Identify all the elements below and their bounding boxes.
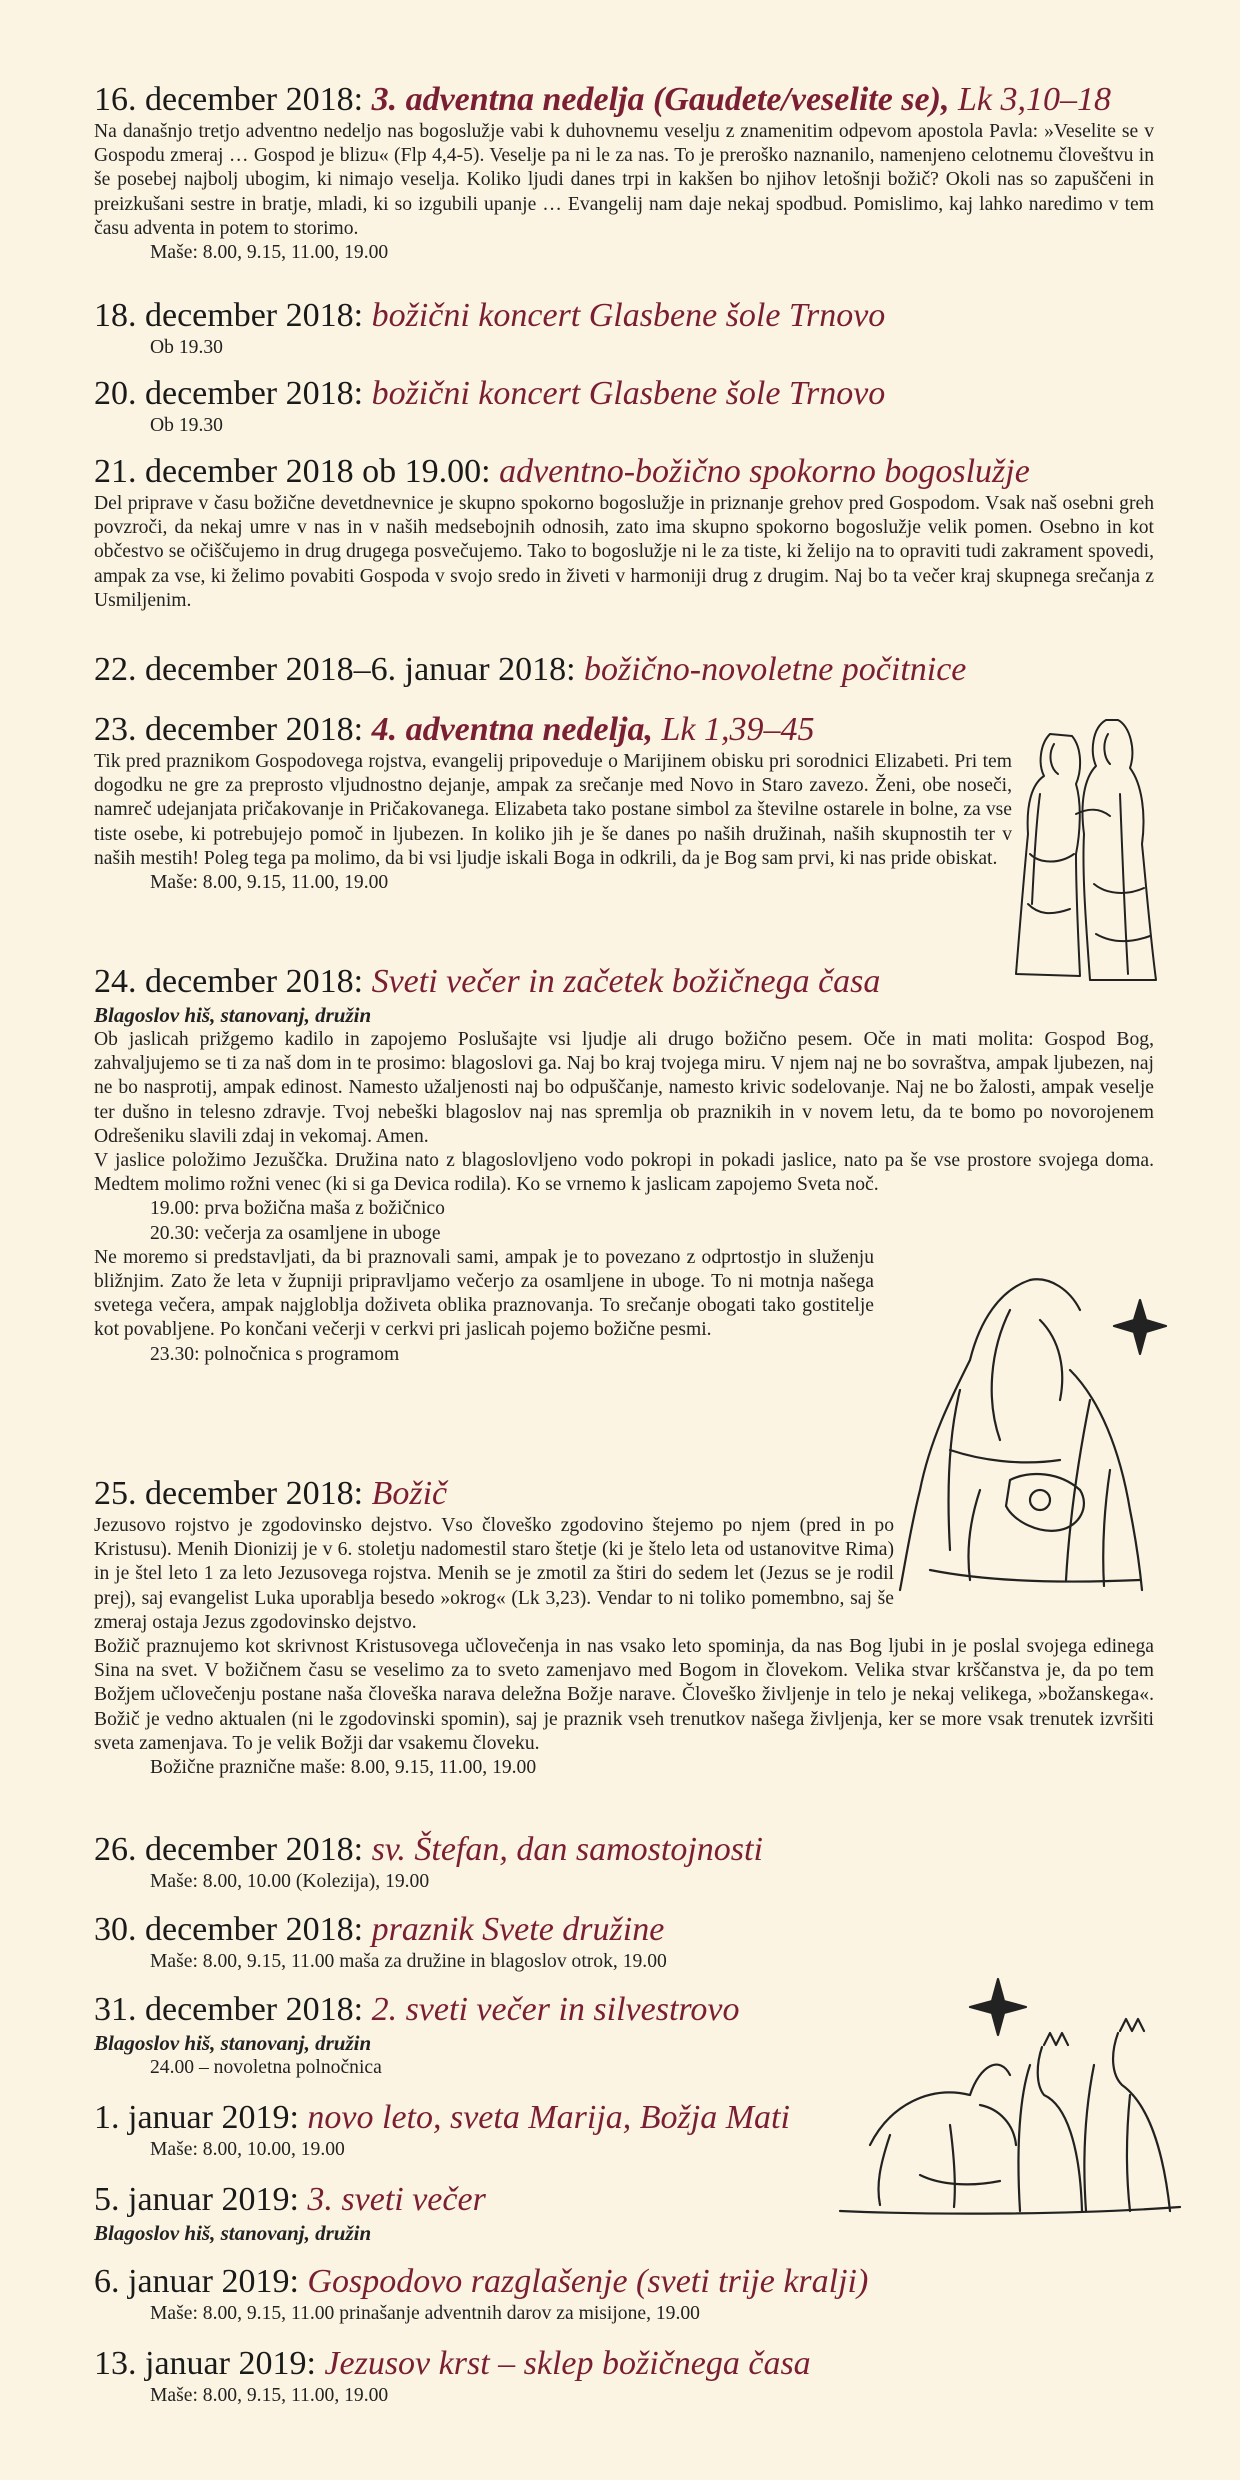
entry-heading — [94, 2262, 1154, 2302]
three-kings-illustration — [830, 1975, 1190, 2215]
entry-heading — [94, 452, 1154, 492]
entry-text: Božič praznujemo kot skrivnost Kristusovega učlovečenja in nas vsako leto spominja, da nas Bog ljubi in je poslal svojega edinega Sina na svet. V božičnem času se veselimo za to sveto zamenjavo med Bogom in človekom. Velika stvar krščanstva je, da po tem Božjem učlovečenju postane naša človeška narava deležna Božje narave. Človeško življenje in telo je nekaj velikega, »božanskega«. Božič je vedno aktualen (ni le zgodovinski spomin), saj je praznik vseh trenutkov našega življenja, ker se more vsak trenutek izvršiti sveta zamenjava. To je velik Božji dar vsakemu človeku. — [94, 1636, 1154, 1754]
entry-dec-25 — [94, 1474, 1154, 1780]
entry-date: 23. december 2018: — [94, 711, 364, 748]
entry-date: 6. januar 2019: — [94, 2263, 299, 2300]
entry-dec-23 — [94, 710, 1154, 895]
entry-dec-21 — [94, 452, 1154, 613]
entry-text: Jezusovo rojstvo je zgodovinsko dejstvo. Vso človeško zgodovino štejemo po njem (pred in po Kristusu). Menih Dionizij je v 6. stoletju nadomestil staro štetje (ki je štelo leta od ustanovitve Rima) in je štel leto 1 za leto Jezusovega rojstva. Menih se je zmotil za štiri do sedem let (Jezus se je rodil prej), saj evangelist Luka uporablja besedo »okrog« (Lk 3,23). Vendar to ni toliko pomembno, saj še zmeraj ostaja Jezus zgodovinsko dejstvo. — [94, 1515, 894, 1633]
event-time: 20.30: večerja za osamljene in uboge — [150, 1222, 441, 1244]
entry-jan-5 — [94, 2180, 1154, 2246]
mass-times: Maše: 8.00, 9.15, 11.00, 19.00 — [150, 242, 389, 264]
entry-dec-20 — [94, 374, 1154, 438]
entry-heading — [94, 374, 1154, 414]
entry-title: novo leto, sveta Marija, Božja Mati — [307, 2099, 790, 2136]
entry-title: 3. sveti večer — [307, 2181, 486, 2218]
mass-times: Maše: 8.00, 9.15, 11.00 maša za družine in blagoslov otrok, 19.00 — [150, 1951, 667, 1972]
entry-reference: Lk 1,39–45 — [661, 711, 815, 748]
entry-text: Ob jaslicah prižgemo kadilo in zapojemo Poslušajte vsi ljudje ali drugo božično pesem. Oče in mati molita: Gospod Bog, zahvaljujemo se ti za naš dom in te prosimo: blagoslovi ga. Naj bo kraj tvojega miru. V njem naj ne bo sovraštva, ampak ljubezen, naj ne bo nasprotij, ampak edinost. Namesto užaljenosti naj bo odpuščanje, namesto krivic sodelovanje. Naj ne bo žalosti, ampak veselje ter dušno in telesno zdravje. Tvoj nebeški blagoslov naj nas spremlja ob praznikih in v novem letu, da te bomo po novorojenem Odrešeniku slavili zdaj in vekomaj. Amen. — [94, 1029, 1154, 1147]
entry-date: 1. januar 2019: — [94, 2099, 299, 2136]
entry-text: Tik pred praznikom Gospodovega rojstva, evangelij pripoveduje o Marijinem obisku pri sorodnici Elizabeti. Pri tem dogodku ne gre za preprosto vljudnostno dejanje, ampak za srečanje med Novo in Staro zavezo. Ženi, obe noseči, namreč udejanjata pričakovanje in Pričakovanega. Elizabeta tako postane simbol za številne ostarele in bolne, za vse tiste osebe, ki potrebujejo pomoč in ljubezen. In koliko jih je še danes po naših družinah, naših skupnostih ter v naših mestih! Poleg tega pa molimo, da bi vsi ljudje iskali Boga in odkrili, da je Bog sam prvi, ki nas pride obiskat. — [94, 751, 1012, 869]
mass-times: Maše: 8.00, 9.15, 11.00 prinašanje adventnih darov za misijone, 19.00 — [150, 2303, 700, 2324]
event-time: 23.30: polnočnica s programom — [150, 1343, 400, 1365]
entry-title: 3. adventna nedelja (Gaudete/veselite se), — [371, 81, 950, 118]
entry-date: 21. december 2018 ob 19.00: — [94, 453, 491, 490]
entry-title: Jezusov krst – sklep božičnega časa — [324, 2345, 811, 2382]
entry-title: praznik Svete družine — [371, 1911, 665, 1948]
entry-jan-6 — [94, 2262, 1154, 2326]
entry-heading — [94, 1830, 1154, 1870]
mass-times: Maše: 8.00, 10.00 (Kolezija), 19.00 — [150, 1871, 430, 1892]
entry-heading — [94, 2098, 1154, 2138]
entry-jan-13 — [94, 2344, 1154, 2408]
event-time: 24.00 – novoletna polnočnica — [150, 2057, 382, 2078]
entry-reference: Lk 3,10–18 — [957, 81, 1111, 118]
event-time: 19.00: prva božična maša z božičnico — [150, 1198, 445, 1220]
entry-title: božični koncert Glasbene šole Trnovo — [371, 375, 886, 412]
entry-title: sv. Štefan, dan samostojnosti — [371, 1831, 763, 1868]
event-time: Ob 19.30 — [150, 415, 223, 436]
entry-heading — [94, 710, 1154, 750]
entry-date: 13. januar 2019: — [94, 2345, 316, 2382]
entry-text: Del priprave v času božične devetdnevnice je skupno spokorno bogoslužje in priznanje grehov pred Gospodom. Vsak naš osebni greh povzroči, da nekaj umre v nas in v naših medsebojnih odnosih, zato ima skupno spokorno bogoslužje velik pomen. Osebno in kot občestvo se očiščujemo in drug drugega posvečujemo. Tako to bogoslužje ni le za tiste, ki želijo na to opraviti tudi zakrament spovedi, ampak za vse, ki želimo povabiti Gospoda v svojo sredo in živeti v harmoniji drug z drugim. Naj bo ta večer kraj skupnega srečanja z Usmiljenim. — [94, 493, 1154, 611]
entry-dec-30 — [94, 1910, 1154, 1974]
visitation-illustration — [1010, 704, 1160, 994]
entry-heading — [94, 1474, 1154, 1514]
mass-times: Maše: 8.00, 10.00, 19.00 — [150, 2139, 345, 2160]
entry-title: 2. sveti večer in silvestrovo — [371, 1991, 740, 2028]
mass-times: Maše: 8.00, 9.15, 11.00, 19.00 — [150, 872, 389, 894]
entry-date: 30. december 2018: — [94, 1911, 364, 1948]
entry-dec-18 — [94, 296, 1154, 360]
entry-title: Sveti večer in začetek božičnega časa — [371, 963, 881, 1000]
entry-title: Božič — [371, 1475, 448, 1512]
entry-date: 22. december 2018–6. januar 2018: — [94, 651, 576, 688]
entry-date: 25. december 2018: — [94, 1475, 364, 1512]
entry-text: Na današnjo tretjo adventno nedeljo nas bogoslužje vabi k duhovnemu veselju z znamenitim odpevom apostola Pavla: »Veselite se v Gospodu zmeraj … Gospod je blizu« (Flp 4,4-5). Veselje pa ni le za nas. To je preroško naznanilo, namenjeno celotnemu človeštvu in še posebej najbolj ubogim, ki nimajo veselja. Koliko ljudi danes trpi in kakšen bo njihov letošnji božič? Okoli nas so zapuščeni in preizkušani sestre in bratje, mladi, ki so izgubili upanje … Evangelij nam daje nekaj spodbud. Pomislimo, kaj lahko naredimo v tem času adventa in potem to storimo. — [94, 121, 1154, 239]
entry-text: V jaslice položimo Jezuščka. Družina nato z blagoslovljeno vodo pokropi in pokadi jaslice, nato pa še vse prostore svojega doma. Medtem molimo rožni venec (ki si ga Devica rodila). Ko se vrnemo k jaslicam zapojemo Sveta noč. — [94, 1150, 1154, 1196]
entry-date: 16. december 2018: — [94, 81, 364, 118]
blessing-subtitle: Blagoslov hiš, stanovanj, družin — [94, 1003, 372, 1027]
entry-text: Ne moremo si predstavljati, da bi praznovali sami, ampak je to povezano z odprtostjo in služenju bližnjim. Zato že leta v župniji pripravljamo večerjo za osamljene in uboge. To ni motnja našega svetega večera, ampak najgloblja doživeta oblika praznovanja. To srečanje obogati tako gostitelje kot povabljene. Po končani večerji v cerkvi pri jaslicah pojemo božične pesmi. — [94, 1246, 874, 1341]
entry-heading — [94, 2180, 1154, 2220]
blessing-subtitle: Blagoslov hiš, stanovanj, družin — [94, 2031, 372, 2055]
entry-heading — [94, 1910, 1154, 1950]
entry-jan-1 — [94, 2098, 1154, 2162]
entry-heading — [94, 296, 1154, 336]
entry-title: božični koncert Glasbene šole Trnovo — [371, 297, 886, 334]
entry-heading — [94, 962, 1154, 1002]
entry-date: 31. december 2018: — [94, 1991, 364, 2028]
entry-dec-26 — [94, 1830, 1154, 1894]
mass-times: Maše: 8.00, 9.15, 11.00, 19.00 — [150, 2385, 389, 2406]
entry-date: 24. december 2018: — [94, 963, 364, 1000]
entry-date: 20. december 2018: — [94, 375, 364, 412]
entry-date: 18. december 2018: — [94, 297, 364, 334]
entry-heading — [94, 650, 1154, 690]
entry-title: 4. adventna nedelja, — [371, 711, 654, 748]
entry-holidays — [94, 650, 1154, 690]
entry-title: adventno-božično spokorno bogoslužje — [499, 453, 1030, 490]
entry-title: Gospodovo razglašenje (sveti trije kralji) — [307, 2263, 869, 2300]
entry-dec-16 — [94, 80, 1154, 265]
entry-title: božično-novoletne počitnice — [584, 651, 967, 688]
event-time: Ob 19.30 — [150, 337, 223, 358]
entry-heading — [94, 2344, 1154, 2384]
blessing-subtitle: Blagoslov hiš, stanovanj, družin — [94, 2221, 372, 2245]
entry-date: 5. januar 2019: — [94, 2181, 299, 2218]
entry-date: 26. december 2018: — [94, 1831, 364, 1868]
entry-heading — [94, 80, 1154, 120]
mass-times: Božične praznične maše: 8.00, 9.15, 11.00, 19.00 — [150, 1757, 537, 1779]
